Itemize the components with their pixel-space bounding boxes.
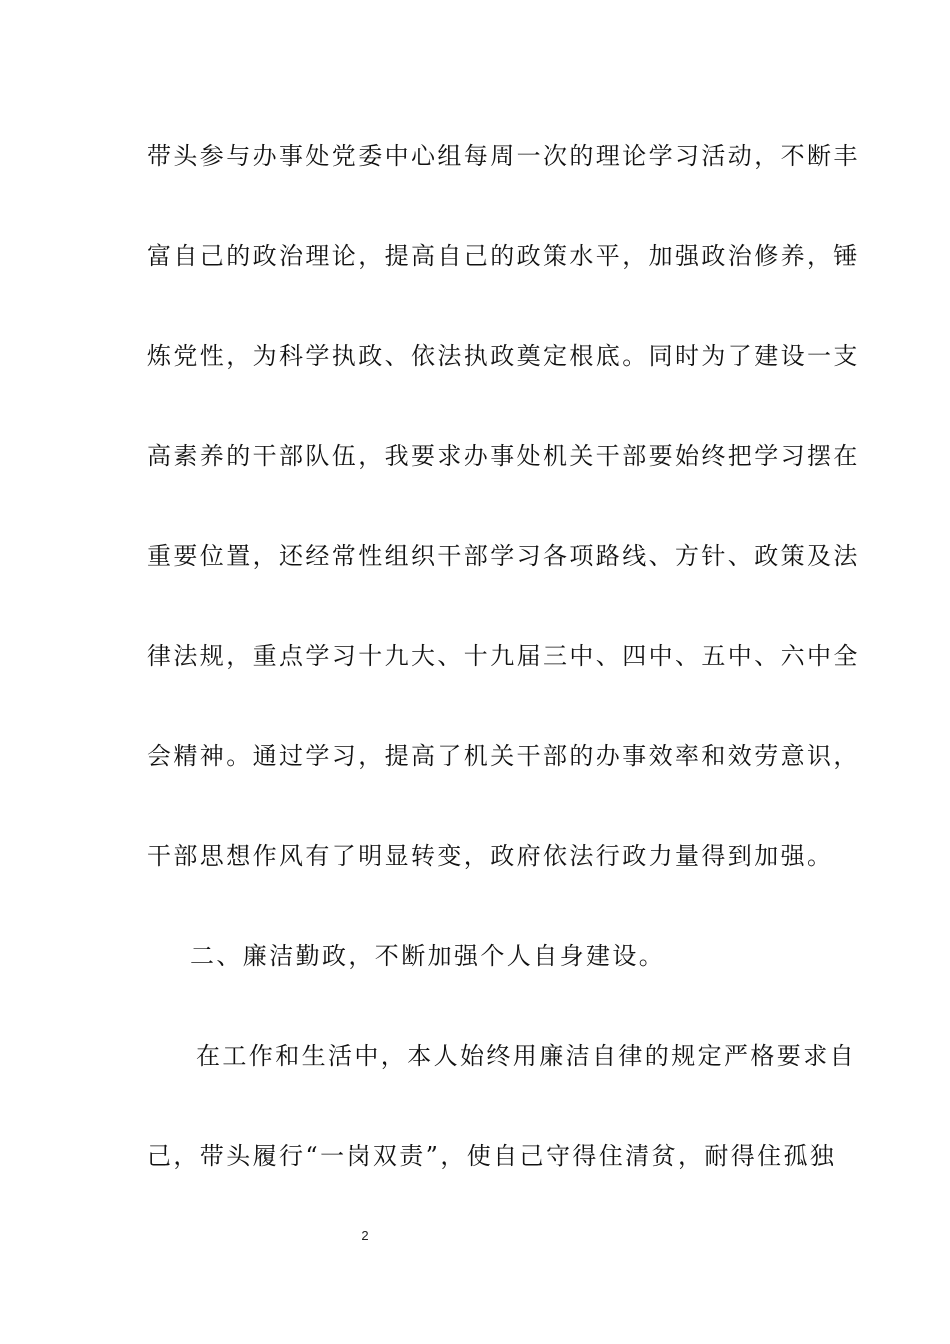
paragraph-line-3: 炼党性，为科学执政、依法执政奠定根底。同时为了建设一支 [147, 342, 860, 370]
paragraph2-line-2: 己，带头履行“一岗双责”，使自己守得住清贫，耐得住孤独 [147, 1142, 837, 1170]
paragraph-line-1: 带头参与办事处党委中心组每周一次的理论学习活动，不断丰 [147, 142, 860, 170]
paragraph-line-4: 高素养的干部队伍，我要求办事处机关干部要始终把学习摆在 [147, 442, 860, 470]
paragraph-line-8: 干部思想作风有了明显转变，政府依法行政力量得到加强。 [147, 842, 834, 870]
paragraph-line-5: 重要位置，还经常性组织干部学习各项路线、方针、政策及法 [147, 542, 860, 570]
paragraph-line-6: 律法规，重点学习十九大、十九届三中、四中、五中、六中全 [147, 642, 860, 670]
paragraph-line-7: 会精神。通过学习，提高了机关干部的办事效率和效劳意识， [147, 742, 860, 770]
paragraph-line-2: 富自己的政治理论，提高自己的政策水平，加强政治修养，锤 [147, 242, 860, 270]
page-number: 2 [361, 1228, 369, 1243]
paragraph2-line-1: 在工作和生活中，本人始终用廉洁自律的规定严格要求自 [196, 1042, 856, 1070]
section-heading: 二、廉洁勤政，不断加强个人自身建设。 [190, 942, 666, 970]
